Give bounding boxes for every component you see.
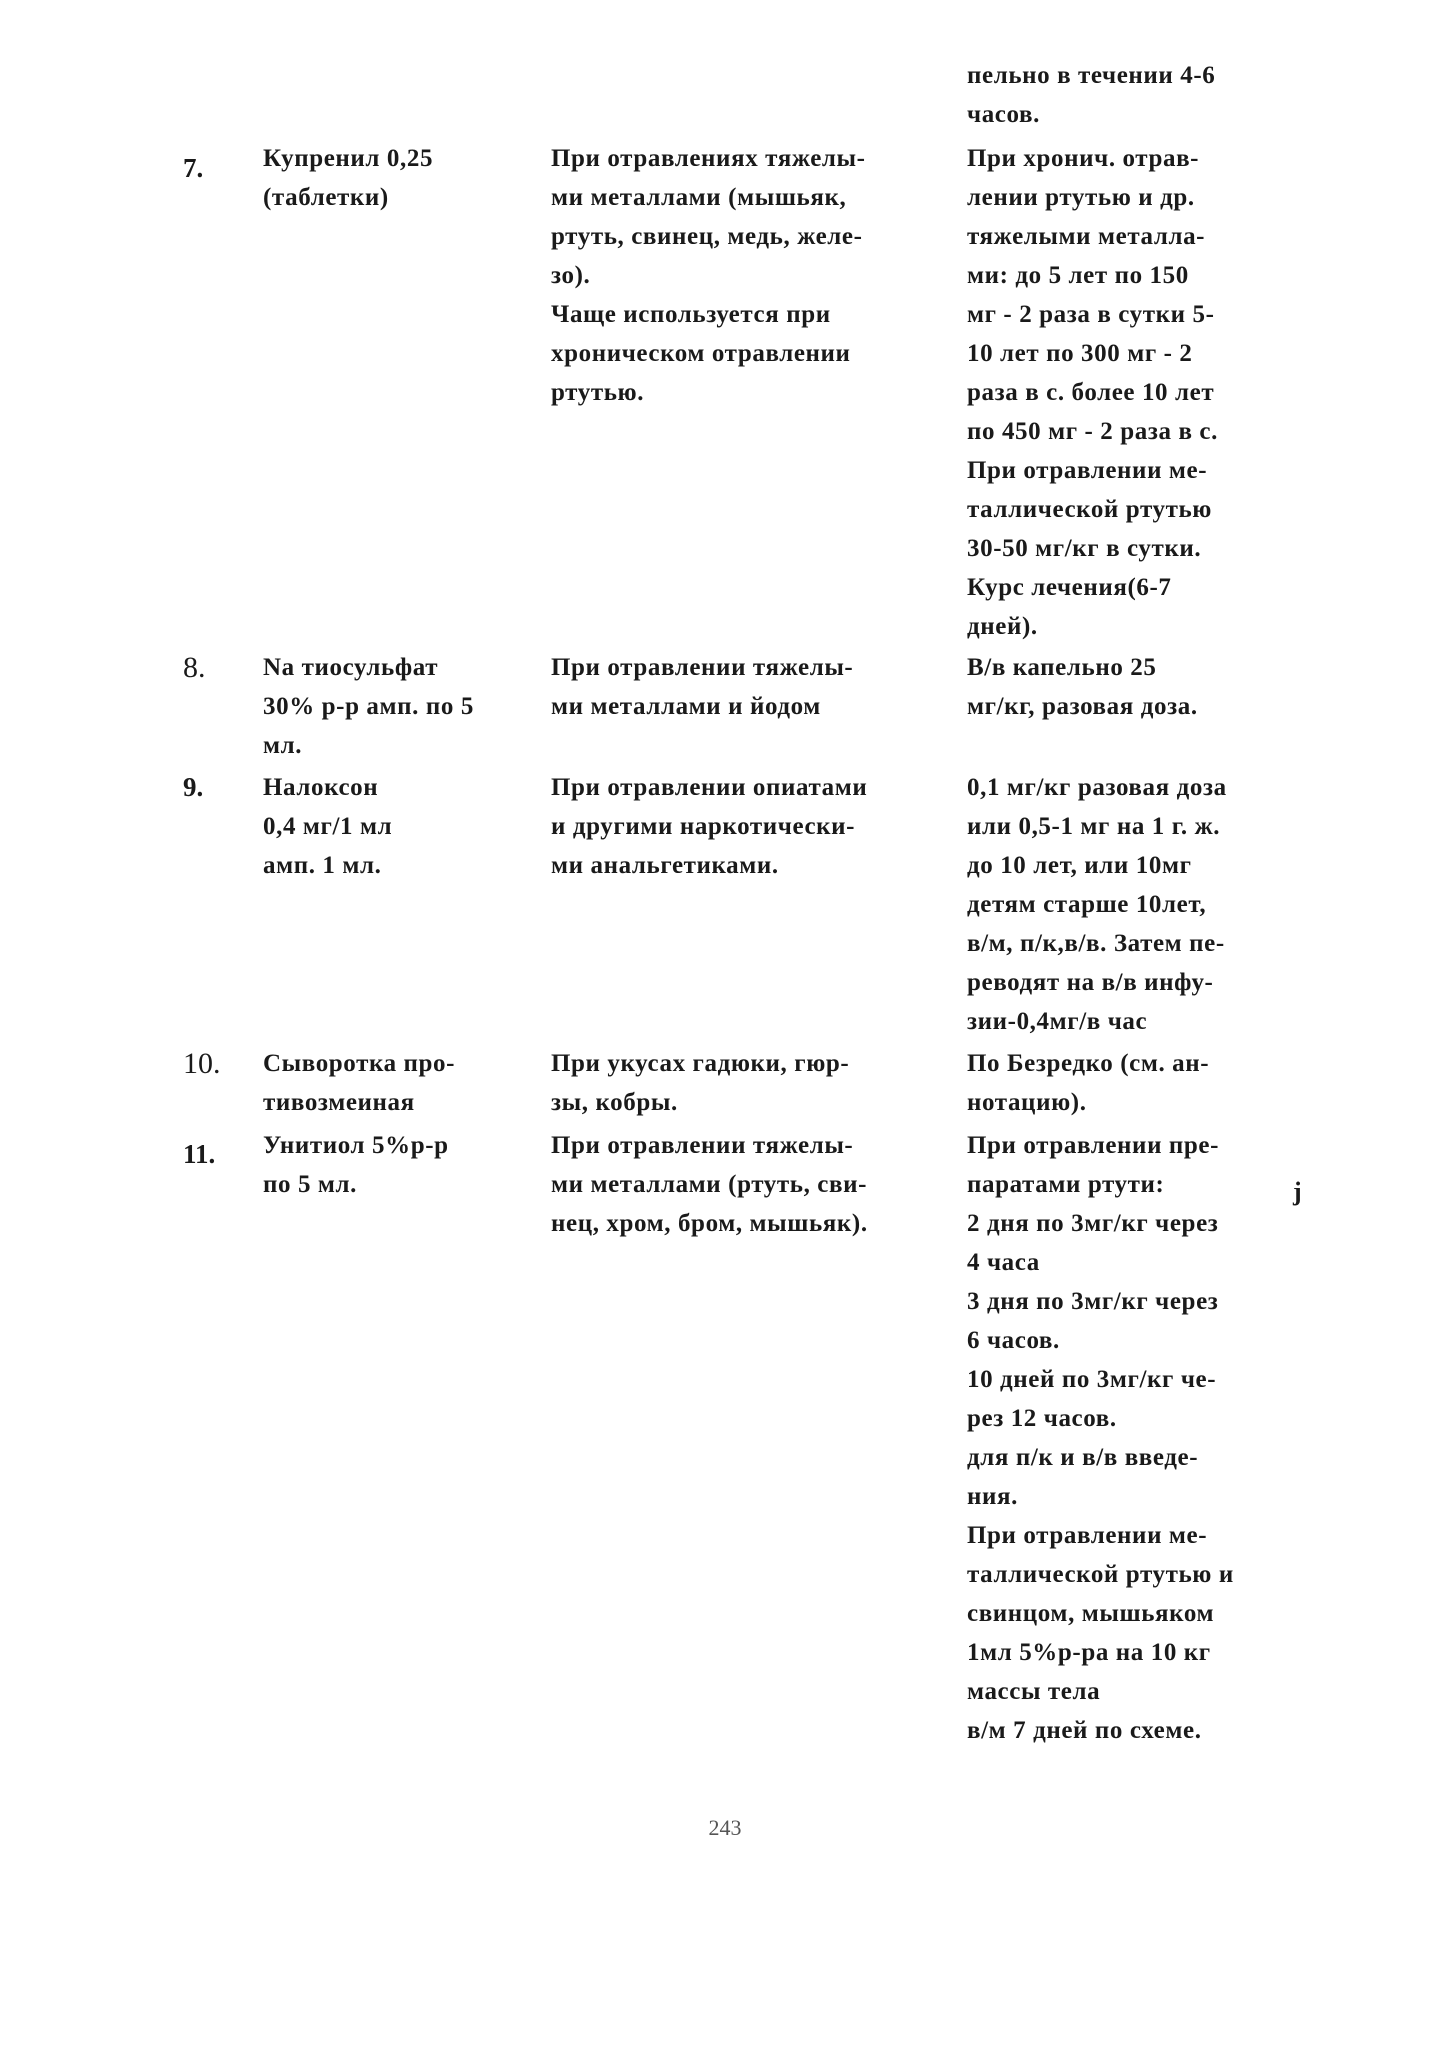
drug-name-line: 30% р-р амп. по 5 bbox=[263, 693, 474, 720]
dose-line: пельно в течении 4-6 bbox=[967, 62, 1216, 89]
dose-line: дней). bbox=[967, 613, 1038, 640]
dose-line: 0,1 мг/кг разовая доза bbox=[967, 774, 1227, 801]
dose-line: нотацию). bbox=[967, 1089, 1087, 1116]
dose-line: 10 лет по 300 мг - 2 bbox=[967, 340, 1193, 367]
drug-name-line: (таблетки) bbox=[263, 184, 389, 211]
dose-line: массы тела bbox=[967, 1678, 1101, 1705]
dose-line: 6 часов. bbox=[967, 1327, 1060, 1354]
dose-line: мг/кг, разовая доза. bbox=[967, 693, 1198, 720]
dose-line: зии-0,4мг/в час bbox=[967, 1008, 1148, 1035]
row-number: 7. bbox=[183, 153, 204, 183]
dose-line: таллической ртутью и bbox=[967, 1561, 1234, 1588]
dose-line: При отравлении ме- bbox=[967, 1522, 1208, 1549]
dose-line: детям старше 10лет, bbox=[967, 891, 1207, 918]
indication-line: зо). bbox=[551, 262, 591, 289]
drug-name-line: мл. bbox=[263, 732, 303, 759]
dose-line: часов. bbox=[967, 101, 1040, 128]
dose-line: 1мл 5%р-ра на 10 кг bbox=[967, 1639, 1211, 1666]
indication-line: ми металлами и йодом bbox=[551, 693, 821, 720]
dose-line: ния. bbox=[967, 1483, 1018, 1510]
indication-line: При укусах гадюки, гюр- bbox=[551, 1050, 850, 1077]
row-number: 10. bbox=[183, 1047, 221, 1080]
page-number: 243 bbox=[708, 1815, 742, 1840]
row-number: 11. bbox=[183, 1139, 216, 1169]
dose-line: для п/к и в/в введе- bbox=[967, 1444, 1199, 1471]
indication-line: При отравлениях тяжелы- bbox=[551, 145, 866, 172]
dose-line: Курс лечения(6-7 bbox=[967, 574, 1172, 601]
dose-line: мг - 2 раза в сутки 5- bbox=[967, 301, 1215, 328]
dose-line: В/в капельно 25 bbox=[967, 654, 1157, 681]
dose-line: тяжелыми металла- bbox=[967, 223, 1206, 250]
drug-name-line: Налоксон bbox=[263, 774, 379, 801]
indication-line: нец, хром, бром, мышьяк). bbox=[551, 1210, 868, 1237]
indication-line: хроническом отравлении bbox=[551, 340, 851, 367]
indication-line: зы, кобры. bbox=[551, 1089, 678, 1116]
indication-line: ми анальгетиками. bbox=[551, 852, 779, 879]
dose-line: рез 12 часов. bbox=[967, 1405, 1117, 1432]
dose-line: до 10 лет, или 10мг bbox=[967, 852, 1192, 879]
indication-line: Чаще используется при bbox=[551, 301, 831, 328]
drug-name-line: Купренил 0,25 bbox=[263, 145, 434, 172]
row-number: 8. bbox=[183, 651, 206, 684]
dose-line: лении ртутью и др. bbox=[967, 184, 1195, 211]
indication-line: ртутью. bbox=[551, 379, 645, 406]
dose-line: свинцом, мышьяком bbox=[967, 1600, 1215, 1627]
row-number: 9. bbox=[183, 772, 204, 802]
dose-line: паратами ртути: bbox=[967, 1171, 1165, 1198]
dose-line: 2 дня по 3мг/кг через bbox=[967, 1210, 1219, 1237]
dose-line: 4 часа bbox=[967, 1249, 1040, 1276]
indication-line: При отравлении опиатами bbox=[551, 774, 868, 801]
dose-line: раза в с. более 10 лет bbox=[967, 379, 1215, 406]
drug-name-line: по 5 мл. bbox=[263, 1171, 358, 1198]
indication-line: При отравлении тяжелы- bbox=[551, 1132, 854, 1159]
dose-line: При хронич. отрав- bbox=[967, 145, 1200, 172]
drug-name-line: тивозмеиная bbox=[263, 1089, 415, 1116]
dose-line: таллической ртутью bbox=[967, 496, 1213, 523]
drug-name-line: Унитиол 5%р-р bbox=[263, 1132, 449, 1159]
dose-line: в/м 7 дней по схеме. bbox=[967, 1717, 1202, 1744]
dose-line: в/м, п/к,в/в. Затем пе- bbox=[967, 930, 1225, 957]
dose-line: При отравлении ме- bbox=[967, 457, 1208, 484]
dose-line: 3 дня по 3мг/кг через bbox=[967, 1288, 1219, 1315]
dose-line: по 450 мг - 2 раза в с. bbox=[967, 418, 1218, 445]
indication-line: ми металлами (ртуть, сви- bbox=[551, 1171, 868, 1198]
indication-line: и другими наркотически- bbox=[551, 813, 856, 840]
indication-line: ми металлами (мышьяк, bbox=[551, 184, 847, 211]
dose-line: При отравлении пре- bbox=[967, 1132, 1220, 1159]
dose-line: 10 дней по 3мг/кг че- bbox=[967, 1366, 1217, 1393]
drug-name-line: Na тиосульфат bbox=[263, 654, 439, 681]
stray-mark: j bbox=[1293, 1177, 1302, 1206]
dose-line: 30-50 мг/кг в сутки. bbox=[967, 535, 1202, 562]
dose-line: По Безредко (см. ан- bbox=[967, 1050, 1210, 1077]
drug-name-line: амп. 1 мл. bbox=[263, 852, 382, 879]
indication-line: При отравлении тяжелы- bbox=[551, 654, 854, 681]
dose-line: ми: до 5 лет по 150 bbox=[967, 262, 1189, 289]
indication-line: ртуть, свинец, медь, желе- bbox=[551, 223, 863, 250]
dose-line: или 0,5-1 мг на 1 г. ж. bbox=[967, 813, 1221, 840]
drug-name-line: 0,4 мг/1 мл bbox=[263, 813, 393, 840]
drug-name-line: Сыворотка про- bbox=[263, 1050, 456, 1077]
dose-line: реводят на в/в инфу- bbox=[967, 969, 1214, 996]
